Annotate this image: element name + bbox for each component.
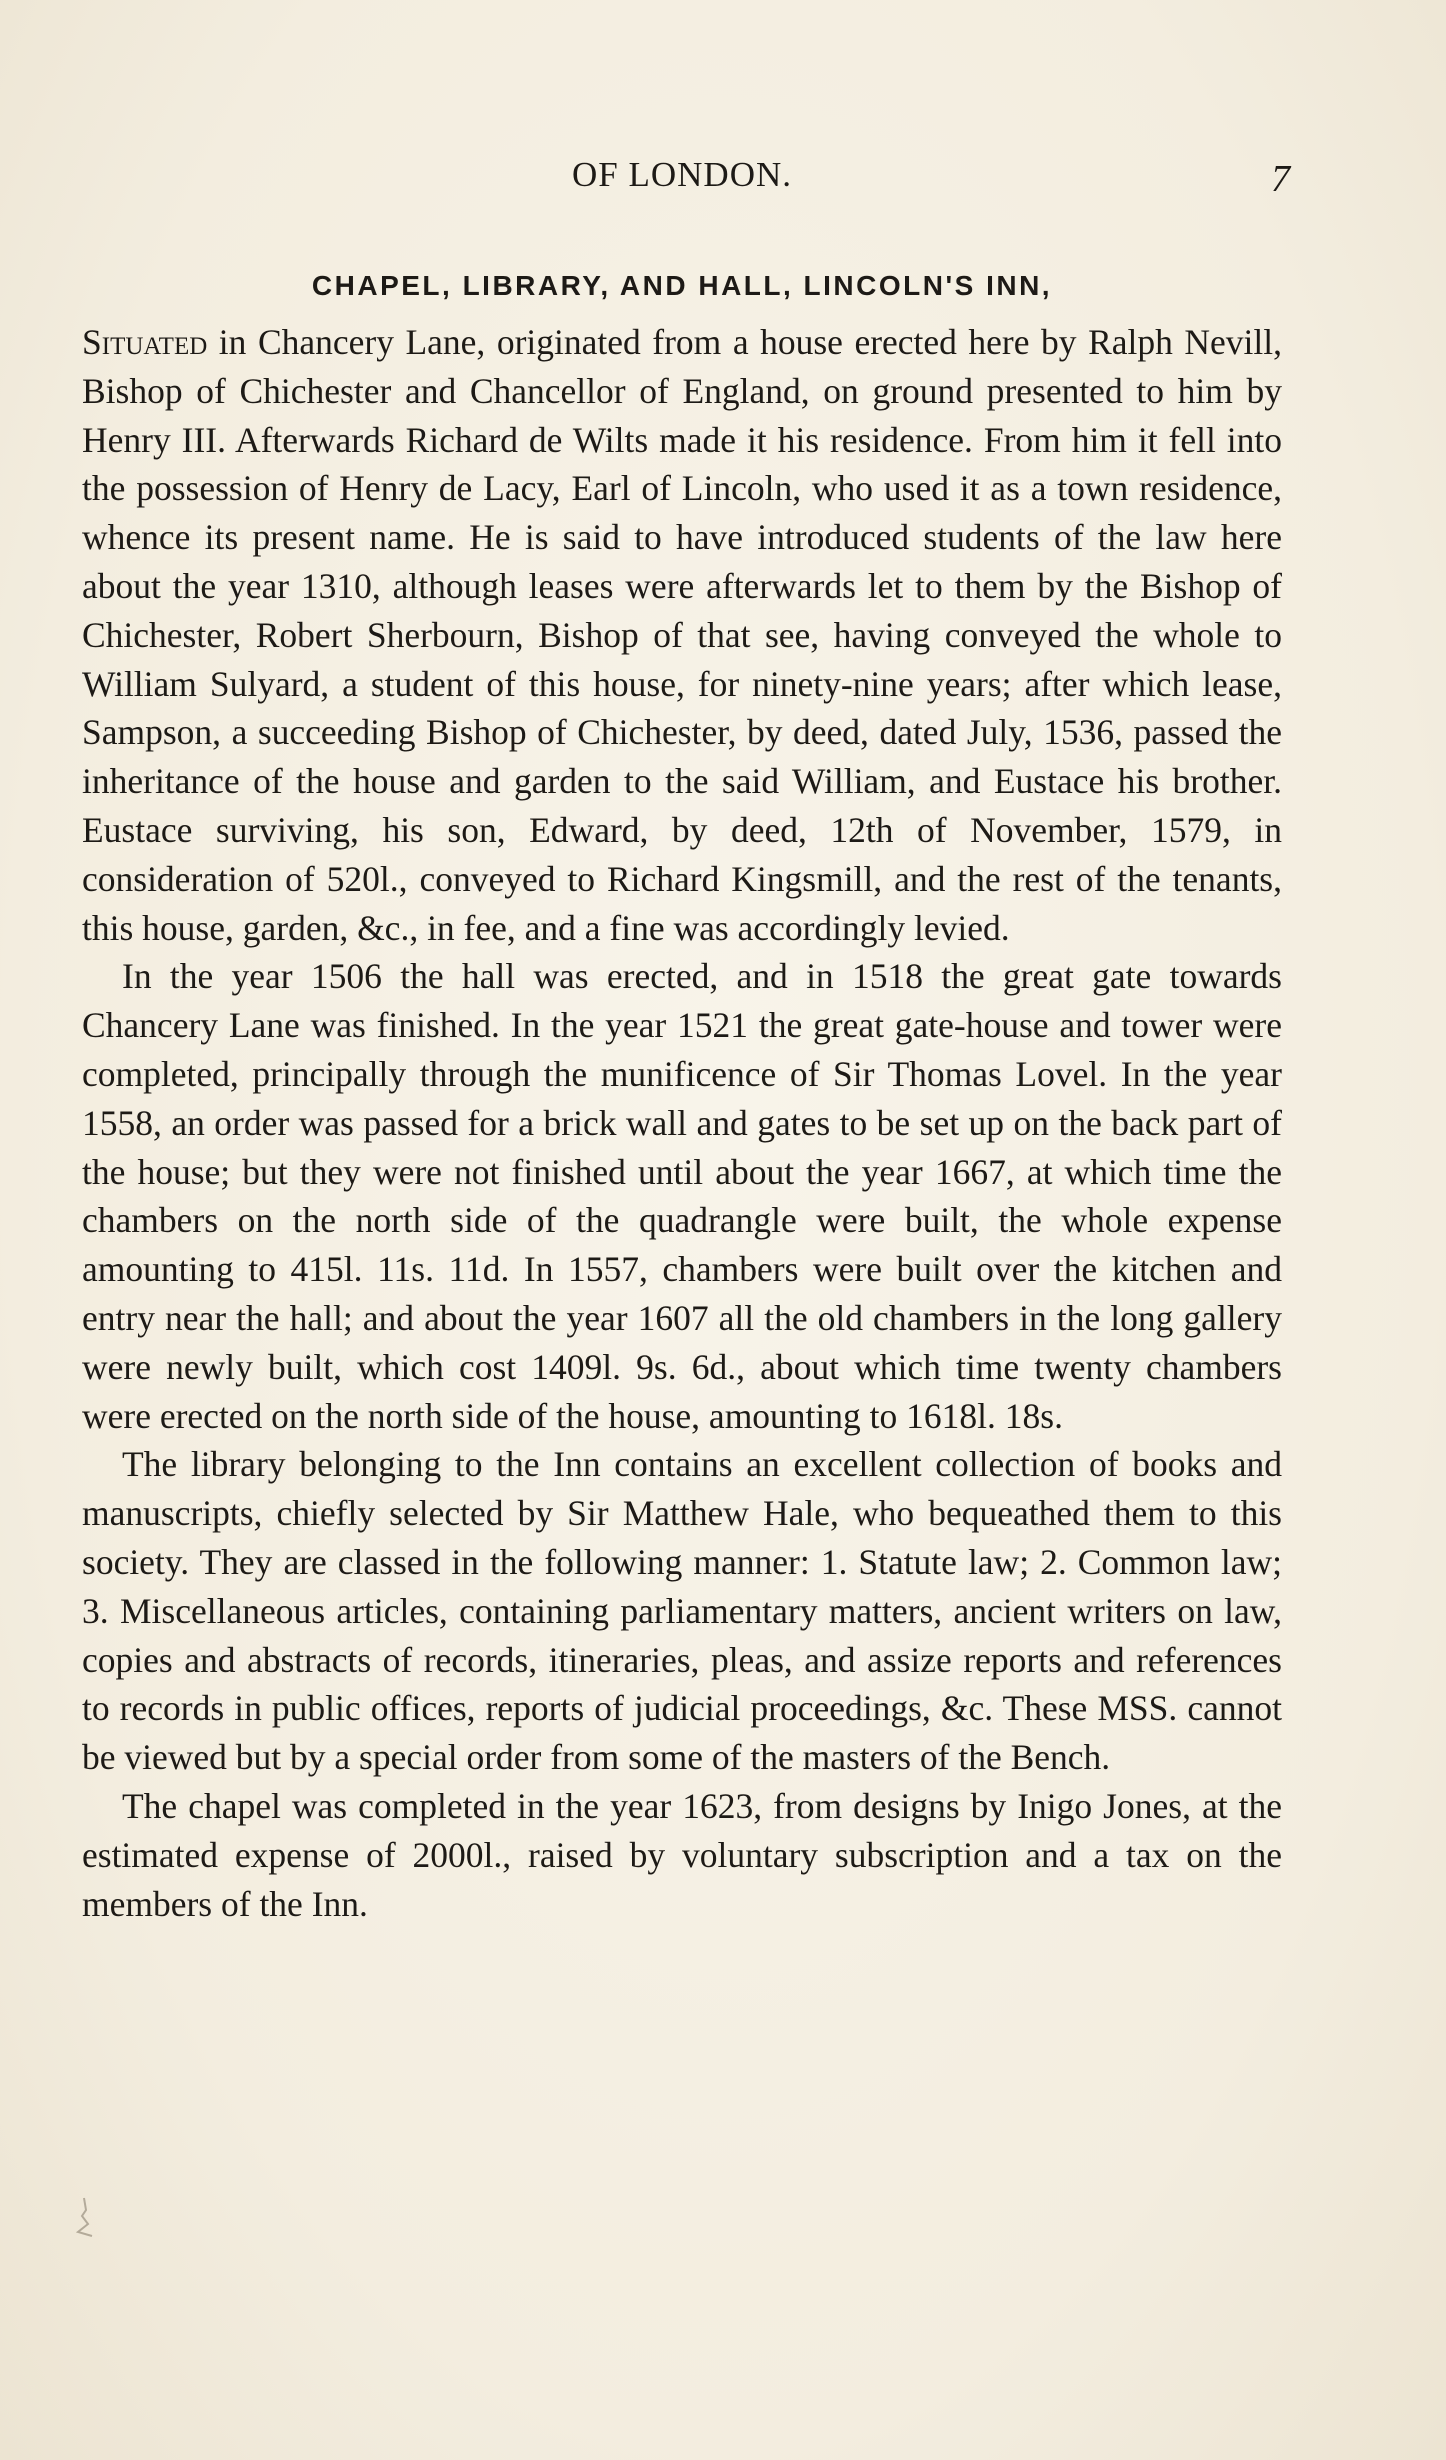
body-text — [82, 318, 1282, 1928]
running-title: OF LONDON. — [572, 155, 792, 194]
paragraph — [82, 318, 1282, 952]
lead-word: Situated — [82, 322, 208, 362]
section-heading: CHAPEL, LIBRARY, AND HALL, LINCOLN'S INN, — [311, 270, 1053, 301]
paragraph-text: in Chancery Lane, originated from a house erected here by Ralph Nevill, Bishop of Chichester and Chancellor of England, on ground presented to him by Henry III. Afterwards Richard de Wilts made it his residence. From him it fell into the possession of Henry de Lacy, Earl of Lincoln, who used it as a town residence, whence its present name. He is said to have introduced students of the law here about the year 1310, although leases were afterwards let to them by the Bishop of Chichester, Robert Sherbourn, Bishop of that see, having conveyed the whole to William Sulyard, a student of this house, for ninety-nine years; after which lease, Sampson, a succeeding Bishop of Chichester, by deed, dated July, 1536, passed the inheritance of the house and garden to the said William, and Eustace his brother. Eustace surviving, his son, Edward, by deed, 12th of November, 1579, in consideration of 520l., conveyed to Richard Kingsmill, and the rest of the tenants, this house, garden, &c., in fee, and a fine was accordingly levied. — [82, 322, 1282, 948]
ink-mark-icon — [70, 2196, 98, 2240]
page-number: 7 — [1271, 158, 1290, 200]
paragraph: The chapel was completed in the year 1623, from designs by Inigo Jones, at the estimated expense of 2000l., raised by voluntary subscription and a tax on the members of the Inn. — [82, 1785, 1282, 1924]
paragraph: In the year 1506 the hall was erected, and in 1518 the great gate towards Chancery Lane was finished. In the year 1521 the great gate-house and tower were completed, principally through the munificence of Sir Thomas Lovel. In the year 1558, an order was passed for a brick wall and gates to be set up on the back part of the house; but they were not finished until about the year 1667, at which time the chambers on the north side of the quadrangle were built, the whole expense amounting to 415l. 11s. 11d. In 1557, chambers were built over the kitchen and entry near the hall; and about the year 1607 all the old chambers in the long gallery were newly built, which cost 1409l. 9s. 6d., about which time twenty chambers were erected on the north side of the house, amounting to 1618l. 18s. — [82, 956, 1282, 1436]
running-head — [82, 155, 1290, 205]
paragraph: The library belonging to the Inn contains an excellent collection of books and manuscripts, chiefly selected by Sir Matthew Hale, who bequeathed them to this society. They are classed in the following manner: 1. Statute law; 2. Common law; 3. Miscellaneous articles, containing parliamentary matters, ancient writers on law, copies and abstracts of records, itineraries, pleas, and assize reports and references to records in public offices, reports of judicial proceedings, &c. These MSS. cannot be viewed but by a special order from some of the masters of the Bench. — [82, 1444, 1282, 1778]
